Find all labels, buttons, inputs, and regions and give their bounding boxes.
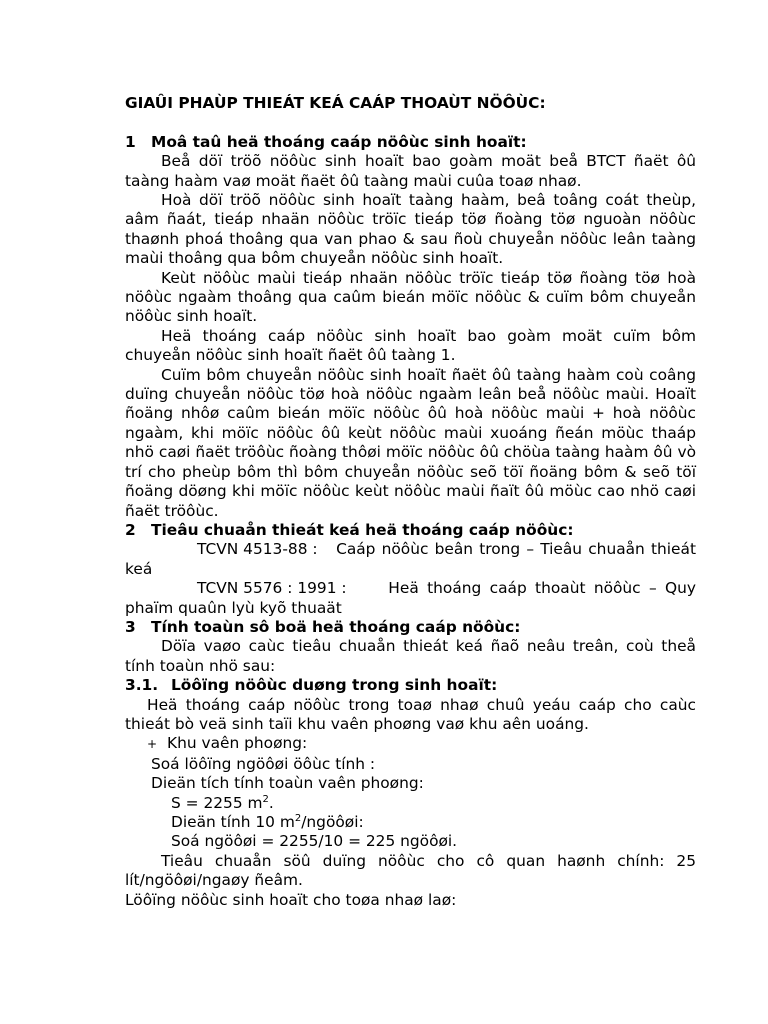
paragraph: Hoà döï tröõ nöôùc sinh hoaït taàng haàm, beâ toâng coát theùp, aâm ñaát, tieáp nhaän nöôùc tröïc tieáp töø ñoàng töø nguoàn nöôùc thaønh phoá thoâng qua van phao & sau ñoù chuyeån nöôùc leân taàng maùi thoâng qua bôm chuyeån nöôùc sinh hoaït. — [125, 191, 696, 268]
section-number: 3.1. — [125, 676, 159, 695]
standard-title: Caáp nöôùc beân trong – Tieâu chuaån thieát keá — [125, 540, 696, 578]
section-3-heading — [125, 618, 696, 637]
section-title: Löôïng nöôùc duøng trong sinh hoaït: — [171, 676, 498, 695]
section-number: 1 — [125, 132, 136, 151]
section-3-1-heading — [125, 676, 696, 695]
text-line: Soá löôïng ngöôøi öôùc tính : — [151, 754, 376, 773]
standard-reference — [125, 579, 696, 618]
formula-line — [125, 813, 696, 832]
standard-code: TCVN 5576 : 1991 : — [197, 579, 347, 598]
formula-line — [125, 794, 696, 813]
formula-text: /ngöôøi: — [301, 813, 364, 832]
section-number: 2 — [125, 520, 136, 539]
section-title: Tieâu chuaån thieát keá heä thoáng caáp nöôùc: — [151, 520, 574, 539]
formula-text: . — [268, 793, 274, 812]
paragraph: Cuïm bôm chuyeån nöôùc sinh hoaït ñaët ôû taàng haàm coù coâng duïng chuyeån nöôùc töø hoà nöôùc ngaàm leân beå nöôùc maùi. Hoaït ñoäng nhôø caûm bieán möïc nöôùc ôû hoà nöôùc maùi + hoà nöôùc ngaàm, khi möïc nöôùc ôû keùt nöôùc maùi xuoáng ñeán möùc thaáp nhö caøi ñaët tröôùc ñoàng thôøi möïc nöôùc ôû chöùa taàng haàm ôû vò trí cho pheùp bôm thì bôm chuyeån nöôùc seõ töï ñoäng bôm & seõ töï ñoäng döøng khi möïc nöôùc keùt nöôùc maùi ñaït ôû möùc cao nhö caøi ñaët tröôùc. — [125, 365, 696, 520]
formula-text: S = 2255 m — [171, 793, 263, 812]
standard-code: TCVN 4513-88 : — [197, 540, 318, 559]
list-item-text: Khu vaên phoøng: — [167, 734, 308, 753]
list-item — [125, 734, 696, 754]
paragraph: Beå döï tröõ nöôùc sinh hoaït bao goàm moät beå BTCT ñaët ôû taàng haàm vaø moät ñaët ôû taàng maùi cuûa toaø nhaø. — [125, 152, 696, 190]
document-page — [125, 94, 696, 910]
document-title: GIAÛI PHAÙP THIEÁT KEÁ CAÁP THOAÙT NÖÔÙC: — [125, 94, 546, 112]
section-number: 3 — [125, 617, 136, 636]
superscript: 2 — [294, 812, 302, 824]
text-line: Löôïng nöôùc sinh hoaït cho toøa nhaø laø: — [125, 890, 457, 909]
standard-reference — [125, 540, 696, 579]
section-2-heading — [125, 521, 696, 540]
formula-line: Soá ngöôøi = 2255/10 = 225 ngöôøi. — [171, 832, 458, 851]
standard-title: Heä thoáng caáp thoaùt nöôùc – Quy phaïm quaûn lyù kyõ thuaät — [125, 579, 696, 617]
text-line: Dieän tích tính toaùn vaên phoøng: — [151, 774, 424, 793]
paragraph: Heä thoáng caáp nöôùc sinh hoaït bao goàm moät cuïm bôm chuyeån nöôùc sinh hoaït ñaët ôû taàng 1. — [125, 326, 696, 365]
section-1-heading — [125, 133, 696, 152]
paragraph: Döïa vaøo caùc tieâu chuaån thieát keá ñaõ neâu treân, coù theå tính toaùn nhö sau: — [125, 637, 696, 675]
paragraph: Keùt nöôùc maùi tieáp nhaän nöôùc tröïc tieáp töø ñoàng töø hoà nöôùc ngaàm thoâng qua caûm bieán möïc nöôùc & cuïm bôm chuyeån nöôùc sinh hoaït. — [125, 268, 696, 326]
superscript: 2 — [262, 793, 269, 805]
section-title: Tính toaùn sô boä heä thoáng caáp nöôùc: — [151, 617, 521, 636]
paragraph: Tieâu chuaån söû duïng nöôùc cho cô quan haønh chính: 25 lít/ngöôøi/ngaøy ñeâm. — [125, 851, 696, 890]
formula-text: Dieän tính 10 m — [171, 813, 295, 832]
paragraph: Heä thoáng caáp nöôùc trong toaø nhaø chuû yeáu caáp cho caùc thieát bò veä sinh taïi khu vaên phoøng vaø khu aên uoáng. — [125, 695, 696, 733]
section-title: Moâ taû heä thoáng caáp nöôùc sinh hoaït: — [151, 132, 527, 151]
bullet-marker: + — [147, 737, 158, 752]
